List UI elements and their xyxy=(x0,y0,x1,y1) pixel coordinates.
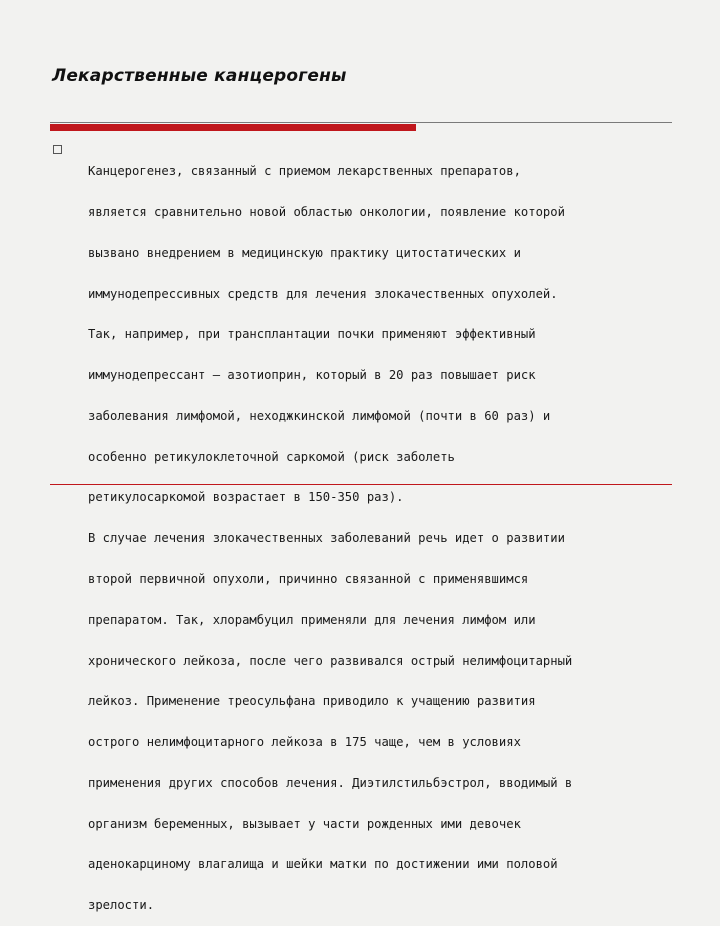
text-line: организм беременных, вызывает у части рожденных ими девочек xyxy=(88,816,521,831)
bullet-square-icon xyxy=(53,145,62,154)
text-line: аденокарциному влагалища и шейки матки по достижении ими половой xyxy=(88,857,558,872)
title-accent-bar xyxy=(50,124,416,131)
bullet-text xyxy=(88,138,678,926)
text-line: В случае лечения злокачественных заболеваний речь идет о развитии xyxy=(88,531,565,546)
text-line: Так, например, при трансплантации почки применяют эффективный xyxy=(88,327,536,342)
text-line: острого нелимфоцитарного лейкоза в 175 чаще, чем в условиях xyxy=(88,735,521,750)
text-line: ретикулосаркомой возрастает в 150-350 раз). xyxy=(88,490,404,505)
text-line: применения других способов лечения. Диэтилстильбэстрол, вводимый в xyxy=(88,775,573,790)
slide-title: Лекарственные канцерогены xyxy=(52,66,347,86)
text-line: Канцерогенез, связанный с приемом лекарственных препаратов, xyxy=(88,164,521,179)
text-line: зрелости. xyxy=(88,898,155,913)
text-line: вызвано внедрением в медицинскую практику цитостатических и xyxy=(88,245,521,260)
text-line: хронического лейкоза, после чего развивался острый нелимфоцитарный xyxy=(88,653,573,668)
title-divider xyxy=(50,122,672,123)
text-line: лейкоз. Применение треосульфана приводило к учащению развития xyxy=(88,694,536,709)
text-line: иммунодепрессивных средств для лечения злокачественных опухолей. xyxy=(88,286,558,301)
text-line: препаратом. Так, хлорамбуцил применяли для лечения лимфом или xyxy=(88,612,536,627)
text-line: является сравнительно новой областью онкологии, появление которой xyxy=(88,204,565,219)
text-line: второй первичной опухоли, причинно связанной с применявшимся xyxy=(88,572,529,586)
footer-divider xyxy=(50,484,672,485)
text-line: иммунодепрессант – азотиоприн, который в 20 раз повышает риск xyxy=(88,368,536,383)
text-line: особенно ретикулоклеточной саркомой (риск заболеть xyxy=(88,449,455,464)
text-line: заболевания лимфомой, неходжкинской лимфомой (почти в 60 раз) и xyxy=(88,408,551,423)
